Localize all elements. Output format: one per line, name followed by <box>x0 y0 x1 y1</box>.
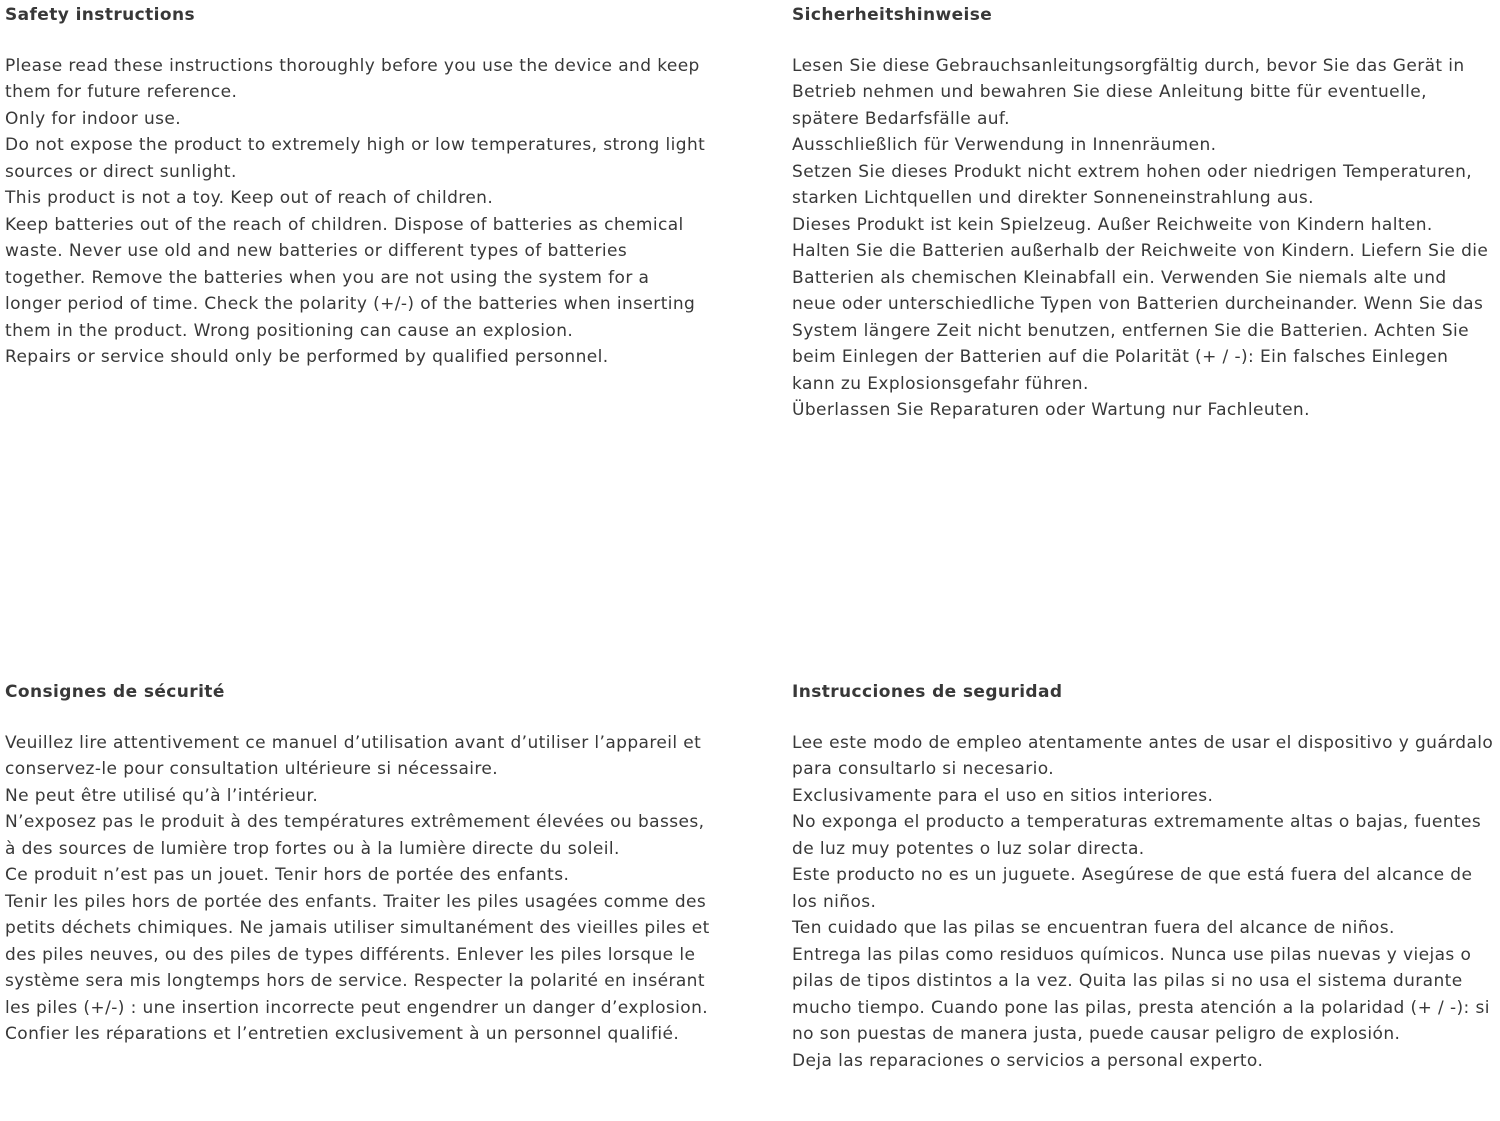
paragraph: Confier les réparations et l’entretien exclusivement à un personnel qualifié. <box>5 1024 680 1044</box>
paragraph: No exponga el producto a temperaturas extremamente altas o bajas, fuentes de luz muy potentes o luz solar directa. <box>792 812 1482 859</box>
paragraph: This product is not a toy. Keep out of reach of children. <box>5 188 494 208</box>
paragraph: Este producto no es un juguete. Asegúrese de que está fuera del alcance de los niños. <box>792 865 1473 912</box>
heading-english: Safety instructions <box>5 5 195 25</box>
paragraph: Tenir les piles hors de portée des enfants. Traiter les piles usagées comme des petits déchets chimiques. Ne jamais utiliser simultanément des vieilles piles et des piles neuves, ou des piles de types différents. Enlever les piles lorsque le système sera mis longtemps hors de service. Respecter la polarité en insérant les piles (+/-) : une insertion incorrecte peut engendrer un danger d’explosion. <box>5 891 710 1018</box>
body-french <box>5 730 715 1048</box>
paragraph: Halten Sie die Batterien außerhalb der Reichweite von Kindern. Liefern Sie die Batterien als chemischen Kleinabfall ein. Verwenden Sie niemals alte und neue oder unterschiedliche Typen von Batterien durcheinander. Wenn Sie das System längere Zeit nicht benutzen, entfernen Sie die Batterien. Achten Sie beim Einlegen der Batterien auf die Polarität (+ / -): Ein falsches Einlegen kann zu Explosionsgefahr führen. <box>792 241 1489 394</box>
paragraph: Ausschließlich für Verwendung in Innenräumen. <box>792 135 1217 155</box>
body-spanish <box>792 730 1497 1075</box>
section-safety-instructions-german <box>792 2 1494 424</box>
body-german <box>792 53 1494 424</box>
paragraph: Ce produit n’est pas un jouet. Tenir hors de portée des enfants. <box>5 865 570 885</box>
paragraph: Entrega las pilas como residuos químicos. Nunca use pilas nuevas y viejas o pilas de tipos distintos a la vez. Quita las pilas si no usa el sistema durante mucho tiempo. Cuando pone las pilas, presta atención a la polaridad (+ / -): si no son puestas de manera justa, puede causar peligro de explosión. <box>792 944 1490 1044</box>
heading-spanish: Instrucciones de seguridad <box>792 682 1063 702</box>
paragraph: Please read these instructions thoroughly before you use the device and keep them for future reference. <box>5 55 700 102</box>
paragraph: Ten cuidado que las pilas se encuentran fuera del alcance de niños. <box>792 918 1395 938</box>
paragraph: Repairs or service should only be performed by qualified personnel. <box>5 347 609 367</box>
paragraph: Do not expose the product to extremely high or low temperatures, strong light sources or direct sunlight. <box>5 135 706 182</box>
paragraph: Exclusivamente para el uso en sitios interiores. <box>792 785 1214 806</box>
body-english <box>5 53 710 371</box>
heading-french: Consignes de sécurité <box>5 682 225 702</box>
paragraph: Ne peut être utilisé qu’à l’intérieur. <box>5 785 319 806</box>
paragraph: Setzen Sie dieses Produkt nicht extrem hohen oder niedrigen Temperaturen, starken Lichtquellen und direkter Sonneneinstrahlung aus. <box>792 161 1473 208</box>
section-safety-instructions-english <box>5 2 710 371</box>
paragraph: Only for indoor use. <box>5 108 182 129</box>
paragraph: Keep batteries out of the reach of children. Dispose of batteries as chemical waste. Never use old and new batteries or different types of batteries together. Remove the batteries when you are not using the system for a longer period of time. Check the polarity (+/-) of the batteries when inserting them in the product. Wrong positioning can cause an explosion. <box>5 214 696 341</box>
paragraph: Lesen Sie diese Gebrauchsanleitungsorgfältig durch, bevor Sie das Gerät in Betrieb nehmen und bewahren Sie diese Anleitung bitte für eventuelle, spätere Bedarfsfälle auf. <box>792 55 1465 129</box>
paragraph: Deja las reparaciones o servicios a personal experto. <box>792 1050 1264 1071</box>
paragraph: Lee este modo de empleo atentamente antes de usar el dispositivo y guárdalo para consultarlo si necesario. <box>792 732 1494 779</box>
paragraph: Dieses Produkt ist kein Spielzeug. Außer Reichweite von Kindern halten. <box>792 214 1433 235</box>
heading-german: Sicherheitshinweise <box>792 5 993 25</box>
paragraph: N’exposez pas le produit à des températures extrêmement élevées ou basses, à des sources de lumière trop fortes ou à la lumière directe du soleil. <box>5 812 705 859</box>
section-safety-instructions-french <box>5 679 715 1048</box>
paragraph: Veuillez lire attentivement ce manuel d’utilisation avant d’utiliser l’appareil et conservez-le pour consultation ultérieure si nécessaire. <box>5 732 702 779</box>
paragraph: Überlassen Sie Reparaturen oder Wartung nur Fachleuten. <box>792 400 1310 420</box>
section-safety-instructions-spanish <box>792 679 1497 1074</box>
